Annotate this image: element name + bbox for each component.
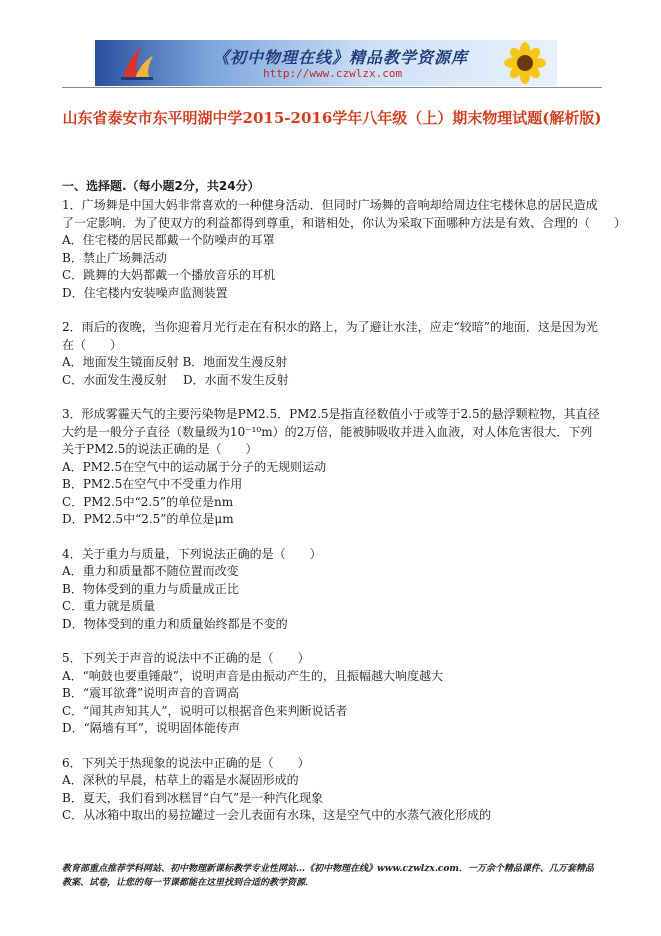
option-c: C．重力就是质量 bbox=[62, 599, 156, 613]
option-b: B．PM2.5在空气中不受重力作用 bbox=[62, 477, 243, 491]
banner-url: http://www.czwlzx.com bbox=[263, 67, 403, 80]
question-1 bbox=[62, 197, 627, 302]
site-logo-icon bbox=[117, 44, 157, 82]
option-c-d: C．水面发生漫反射 D．水面不发生反射 bbox=[62, 372, 289, 387]
header-divider bbox=[62, 87, 602, 88]
option-a: A．深秋的早晨，枯草上的霜是水凝固形成的 bbox=[62, 773, 299, 787]
option-d: D．住宅楼内安装噪声监测装置 bbox=[62, 285, 228, 300]
option-d: D．物体受到的重力和质量始终都是不变的 bbox=[62, 616, 288, 631]
page-footer: 教育部重点推荐学科网站、初中物理新课标教学专业性网站…《初中物理在线》www.czwlzx.com．一万余个精品课件、几万套精品教案、试卷，让您的每一节课都能在这里找到合适的教学资源． bbox=[62, 864, 594, 888]
option-d: D．PM2.5中“2.5”的单位是μm bbox=[62, 512, 234, 526]
option-d: D．“隔墙有耳”，说明固体能传声 bbox=[62, 721, 240, 735]
option-c: C．跳舞的大妈都戴一个播放音乐的耳机 bbox=[62, 268, 276, 282]
question-stem: 3．形成雾霾天气的主要污染物是PM2.5．PM2.5是指直径数值小于或等于2.5的悬浮颗粒物，其直径 bbox=[62, 407, 600, 421]
option-b: B．物体受到的重力与质量成正比 bbox=[62, 581, 239, 596]
question-6 bbox=[62, 755, 602, 825]
question-3 bbox=[62, 406, 602, 529]
option-a: A．“响鼓也要重锤敲”，说明声音是由振动产生的，且振幅越大响度越大 bbox=[62, 668, 443, 683]
question-stem: 6．下列关于热现象的说法中正确的是（ ） bbox=[62, 755, 310, 770]
option-a: A．重力和质量都不随位置而改变 bbox=[62, 564, 239, 578]
header-banner bbox=[95, 40, 557, 86]
question-2 bbox=[62, 319, 602, 389]
question-stem: 4．关于重力与质量，下列说法正确的是（ ） bbox=[62, 546, 322, 561]
question-5 bbox=[62, 650, 602, 738]
option-b: B．夏天，我们看到冰糕冒“白气”是一种汽化现象 bbox=[62, 790, 324, 805]
question-stem: 大约是一般分子直径（数量级为10⁻¹⁰m）的2万倍，能被肺吸收并进入血液，对人体危害很大．下列 bbox=[62, 424, 593, 439]
question-stem: 关于PM2.5的说法正确的是（ ） bbox=[62, 442, 258, 456]
question-stem: 1．广场舞是中国大妈非常喜欢的一种健身活动．但同时广场舞的音响却给周边住宅楼休息的居民造成 bbox=[62, 198, 598, 212]
question-4 bbox=[62, 546, 602, 634]
option-a: A．PM2.5在空气中的运动属于分子的无规则运动 bbox=[62, 459, 327, 474]
document-title: 山东省泰安市东平明湖中学2015-2016学年八年级（上）期末物理试题(解析版) bbox=[62, 109, 602, 127]
section-heading: 一、选择题.（每小题2分，共24分） bbox=[62, 179, 260, 193]
sunflower-icon bbox=[499, 42, 551, 84]
question-stem: 2．雨后的夜晚，当你迎着月光行走在有积水的路上，为了避让水洼，应走“较暗”的地面．这是因为光 bbox=[62, 320, 598, 334]
option-c: C．从冰箱中取出的易拉罐过一会儿表面有水珠，这是空气中的水蒸气液化形成的 bbox=[62, 808, 492, 822]
option-a-b: A．地面发生镜面反射 B．地面发生漫反射 bbox=[62, 355, 288, 369]
question-stem: 5．下列关于声音的说法中不正确的是（ ） bbox=[62, 651, 310, 665]
question-stem: 了一定影响．为了使双方的利益都得到尊重，和谐相处，你认为采取下面哪种方法是有效、合理的（ ） bbox=[62, 215, 627, 230]
option-c: C．PM2.5中“2.5”的单位是nm bbox=[62, 494, 234, 509]
option-c: C．“闻其声知其人”，说明可以根据音色来判断说话者 bbox=[62, 703, 348, 718]
option-a: A．住宅楼的居民都戴一个防噪声的耳罩 bbox=[62, 233, 275, 247]
option-b: B．“震耳欲聋”说明声音的音调高 bbox=[62, 686, 240, 700]
option-b: B．禁止广场舞活动 bbox=[62, 250, 167, 265]
exam-body bbox=[62, 178, 627, 842]
question-stem: 在（ ） bbox=[62, 337, 123, 352]
banner-title: 《初中物理在线》精品教学资源库 bbox=[213, 48, 469, 67]
